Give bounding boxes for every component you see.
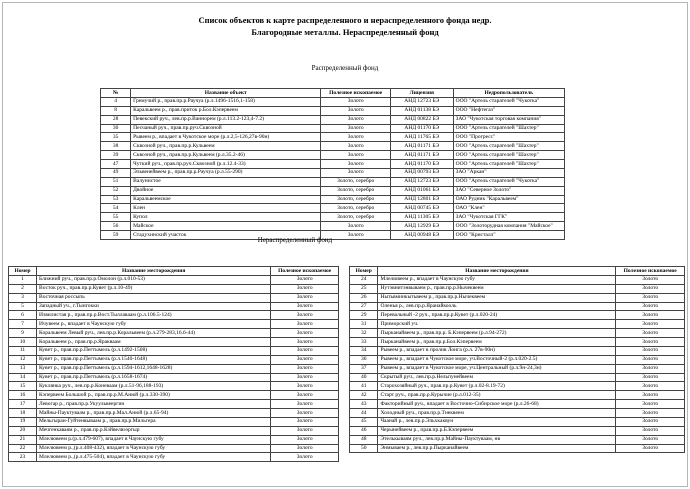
table-cell: Золото bbox=[616, 275, 685, 284]
table-row bbox=[350, 426, 685, 435]
table-cell: Нытьвминкытьвеем р., прав.пр.р.Нычеквеем bbox=[378, 293, 616, 302]
column-header: Номер bbox=[9, 267, 37, 276]
table-cell: Золото bbox=[271, 444, 339, 453]
table-cell: Холодный руч., прав.пр.р.Тнеквеем bbox=[378, 409, 616, 418]
table-row bbox=[101, 142, 565, 151]
table-cell: Пырканайвеем р., прав.пр.р.Бол.Кэпервеем bbox=[378, 338, 616, 347]
table-cell: АНД 12723 БЭ bbox=[390, 177, 453, 186]
table-cell: Восток руч., прав.пр.р.Кувет (р.л.10-49) bbox=[37, 284, 271, 293]
table-cell: Золото, серебро bbox=[321, 204, 391, 213]
table-cell: Золото, серебро bbox=[321, 195, 391, 204]
table-cell: Золото bbox=[271, 409, 339, 418]
table-cell: 29 bbox=[350, 311, 378, 320]
table-cell: Гремучий р., прав.пр.р.Раучуа (р.л.1496-1516,1-158) bbox=[131, 97, 321, 106]
table-cell: Золото bbox=[271, 426, 339, 435]
table-row bbox=[9, 320, 339, 329]
table-cell: АНД 01138 БЭ bbox=[390, 106, 453, 115]
table-cell: АНД 01171 БЭ bbox=[390, 151, 453, 160]
table-cell: 13 bbox=[9, 364, 37, 373]
table-cell: АНД 12929 БЭ bbox=[390, 222, 453, 231]
table-cell: Энмываем р., лев.пр.р.Пырканайвеем bbox=[378, 444, 616, 453]
table-cell: ЗАО "Чукотская ГГК" bbox=[453, 213, 564, 222]
table-cell: Золото bbox=[616, 373, 685, 382]
table-row bbox=[101, 160, 565, 169]
table-cell: 10 bbox=[9, 338, 37, 347]
table-cell: Золото bbox=[271, 346, 339, 355]
document-title-line1: Список объектов к карте распределенного и нераспределенного фонда недр. bbox=[198, 15, 492, 25]
table-cell: 7 bbox=[9, 320, 37, 329]
table-cell: Млелювеем р.,(р.л.475-504), впадает в Чаунскую губу bbox=[37, 453, 271, 462]
table-row bbox=[9, 400, 339, 409]
table-cell: 33 bbox=[350, 338, 378, 347]
table-cell: Каральвеем р., прав.приток р.Бол.Кэпервеем bbox=[131, 106, 321, 115]
table-cell: Золото bbox=[616, 400, 685, 409]
table-cell: Золото bbox=[321, 106, 391, 115]
table-cell: Золото bbox=[616, 329, 685, 338]
table-row bbox=[350, 444, 685, 453]
table-cell: 31 bbox=[350, 320, 378, 329]
table-cell: АНД 11765 БЭ bbox=[390, 133, 453, 142]
table-row bbox=[101, 213, 565, 222]
undistributed-fund-table-right bbox=[349, 266, 685, 453]
table-cell: ООО "Артель старателей "Шахтер" bbox=[453, 151, 564, 160]
table-cell: Золото bbox=[616, 435, 685, 444]
table-cell: 27 bbox=[350, 302, 378, 311]
table-row bbox=[101, 97, 565, 106]
table-cell: ООО "Прогресс" bbox=[453, 133, 564, 142]
table-cell: Перевальный -2 руч., прав.пр.р.Кувет (р.л.020-24) bbox=[378, 311, 616, 320]
table-cell: 25 bbox=[350, 284, 378, 293]
table-cell: 56 bbox=[101, 222, 131, 231]
table-cell: Золото bbox=[271, 373, 339, 382]
table-cell: Млелювеем р.(р.л.479-607), впадает в Чаунскую губу bbox=[37, 435, 271, 444]
table-row bbox=[350, 382, 685, 391]
table-cell: 32 bbox=[350, 329, 378, 338]
table-row bbox=[9, 444, 339, 453]
header-row bbox=[350, 267, 685, 276]
table-cell: ЗАО "Чукотская торговая компания" bbox=[453, 115, 564, 124]
table-row bbox=[350, 400, 685, 409]
table-cell: 8 bbox=[101, 106, 131, 115]
header-row bbox=[101, 89, 565, 98]
table-cell: 22 bbox=[9, 444, 37, 453]
table-cell: Майны-Пауктуваам р., прав.пр.р.Мал.Анюй (р.л.65-94) bbox=[37, 409, 271, 418]
column-header: Полезное ископаемое bbox=[271, 267, 339, 276]
table-cell: Золото bbox=[321, 97, 391, 106]
table-cell: Сквозной руч., прав.пр.р.Кульвеем (р.л.35.2-46) bbox=[131, 151, 321, 160]
table-cell: ООО "Артель старателей "Шахтер" bbox=[453, 160, 564, 169]
table-cell: 50 bbox=[350, 444, 378, 453]
table-cell: 52 bbox=[101, 186, 131, 195]
table-cell: Ближний руч., прав.пр.р.Омолон (р.л.010-53) bbox=[37, 275, 271, 284]
column-header: № bbox=[101, 89, 131, 98]
column-header: Недропользователь bbox=[453, 89, 564, 98]
table-cell: АНД 01170 БЭ bbox=[390, 124, 453, 133]
table-cell: Мельгыран-Гуйтенвываам р., прав.пр.р.Мильгера bbox=[37, 417, 271, 426]
table-cell: Золото bbox=[616, 391, 685, 400]
table-cell: 28 bbox=[101, 115, 131, 124]
table-cell: Купол bbox=[131, 213, 321, 222]
distributed-fund-section-title: Распределенный фонд bbox=[311, 64, 379, 72]
table-row bbox=[101, 222, 565, 231]
table-cell: 35 bbox=[101, 133, 131, 142]
table-cell: 48 bbox=[350, 435, 378, 444]
table-cell: 36 bbox=[350, 355, 378, 364]
table-cell: Куклянка руч., лев.пр.р.Коневаам (р.л.51-96,188-193) bbox=[37, 382, 271, 391]
table-cell: Сквозной руч., прав.пр.р.Кульвеем bbox=[131, 142, 321, 151]
table-row bbox=[350, 391, 685, 400]
table-cell: 2 bbox=[9, 284, 37, 293]
table-cell: 12 bbox=[9, 355, 37, 364]
table-cell: АНД 01170 БЭ bbox=[390, 160, 453, 169]
table-cell: Извилистая р., прав.пр.р.Вост.Тыллаваам (р.л.106.5-124) bbox=[37, 311, 271, 320]
table-cell: Золото bbox=[271, 284, 339, 293]
table-cell: 4 bbox=[101, 97, 131, 106]
table-cell: Старохозяйный руч., прав.пр.р.Кувет (р.л.02-8.19-72) bbox=[378, 382, 616, 391]
table-cell: ЗАО "Северное Золото" bbox=[453, 186, 564, 195]
table-cell: ООО "Артель старателей "Чукотка" bbox=[453, 97, 564, 106]
table-cell: Этелькываям руч., лев.пр.р.Майны-Пауктуваам, нв bbox=[378, 435, 616, 444]
table-cell: 1 bbox=[9, 275, 37, 284]
table-row bbox=[350, 435, 685, 444]
table-row bbox=[350, 329, 685, 338]
table-cell: 19 bbox=[9, 417, 37, 426]
table-cell: Коральвеем р., прав.пр.р.Яракваам bbox=[37, 338, 271, 347]
table-cell: Черынейвеем р., прав.пр.р.Б.Кэпервеем bbox=[378, 426, 616, 435]
table-cell: ООО "Золоторудная компания "Майское" bbox=[453, 222, 564, 231]
table-row bbox=[9, 275, 339, 284]
table-cell: Млелювеем р.,(р.л.408-432), впадает в Чаунскую губу bbox=[37, 444, 271, 453]
table-row bbox=[350, 373, 685, 382]
table-cell: Песчаный руч., прав.пр.руч.Сквозной bbox=[131, 124, 321, 133]
table-cell: Кувет р., прав.пр.р.Пегтымель (р.л.1492-1508) bbox=[37, 346, 271, 355]
table-row bbox=[101, 106, 565, 115]
table-cell: Золото bbox=[321, 133, 391, 142]
table-cell: Старт руч., прав.пр.р.Курычие (р.л.012-35) bbox=[378, 391, 616, 400]
table-cell: 5 bbox=[9, 302, 37, 311]
table-cell: 17 bbox=[9, 400, 37, 409]
table-cell: 26 bbox=[350, 293, 378, 302]
table-cell: 45 bbox=[350, 417, 378, 426]
table-cell: Золото, серебро bbox=[321, 186, 391, 195]
table-cell: 39 bbox=[101, 151, 131, 160]
table-cell: АНД 00948 БЭ bbox=[390, 231, 453, 240]
document-title-line2: Благородные металлы. Нераспределенный фонд bbox=[251, 27, 439, 38]
table-cell: 30 bbox=[101, 124, 131, 133]
table-cell: ООО "Нефтегаз" bbox=[453, 106, 564, 115]
table-cell: 14 bbox=[9, 373, 37, 382]
table-cell: Рывеем р., впадает в Чукотское море, уч.Восточный-2 (р.л.020-2.5) bbox=[378, 355, 616, 364]
table-cell: Золото bbox=[321, 222, 391, 231]
table-row bbox=[9, 311, 339, 320]
distributed-fund-table bbox=[100, 88, 565, 240]
table-cell: 42 bbox=[350, 391, 378, 400]
table-row bbox=[101, 186, 565, 195]
table-cell: ООО "Артель старателей "Шахтер" bbox=[453, 124, 564, 133]
table-cell: Каральвеемское bbox=[131, 195, 321, 204]
table-row bbox=[101, 168, 565, 177]
header-row bbox=[9, 267, 339, 276]
table-cell: Золото bbox=[321, 231, 391, 240]
table-cell: АНД 01171 БЭ bbox=[390, 142, 453, 151]
table-cell: 59 bbox=[101, 231, 131, 240]
table-cell: Приморский уч. bbox=[378, 320, 616, 329]
table-cell: Золото bbox=[616, 444, 685, 453]
table-cell: 16 bbox=[9, 391, 37, 400]
table-row bbox=[350, 293, 685, 302]
table-cell: Золото bbox=[321, 124, 391, 133]
table-row bbox=[9, 391, 339, 400]
column-header: Номер bbox=[350, 267, 378, 276]
table-cell: Рывеем р., впадает в Чукотское море, уч.Центральный (р.л.9н-24,3н) bbox=[378, 364, 616, 373]
table-cell: АНД 11305 БЭ bbox=[390, 213, 453, 222]
table-cell: Восточная россыпь bbox=[37, 293, 271, 302]
table-row bbox=[9, 284, 339, 293]
table-cell: 11 bbox=[9, 346, 37, 355]
table-cell: Млелювеем р., впадает в Чаунскую губу bbox=[378, 275, 616, 284]
table-cell: Золото bbox=[271, 391, 339, 400]
table-cell: АНД 00793 БЭ bbox=[390, 168, 453, 177]
table-cell: Золото bbox=[321, 168, 391, 177]
table-cell: Золото bbox=[616, 338, 685, 347]
table-row bbox=[9, 435, 339, 444]
table-row bbox=[350, 275, 685, 284]
table-cell: Золото bbox=[271, 329, 339, 338]
table-cell: Золото bbox=[616, 346, 685, 355]
table-cell: 38 bbox=[101, 142, 131, 151]
table-cell: Золото bbox=[271, 382, 339, 391]
table-cell: 9 bbox=[9, 329, 37, 338]
table-cell: Золото, серебро bbox=[321, 213, 391, 222]
table-cell: Эльвенейвеем р., прав.пр.р.Раучуа (р.л.55-290) bbox=[131, 168, 321, 177]
table-cell: Пырканайвеем р., прав.пр.р. Б.Кэпервеем (р.л.94-272) bbox=[378, 329, 616, 338]
table-row bbox=[9, 338, 339, 347]
table-cell: Золото bbox=[616, 409, 685, 418]
table-cell: Золото bbox=[616, 293, 685, 302]
table-cell: Западный уч., г.Тынгокки bbox=[37, 302, 271, 311]
table-cell: 40 bbox=[350, 373, 378, 382]
table-cell: Кэпервеем Большой р., прав.пр.р.М.Анюй (р.л.330-390) bbox=[37, 391, 271, 400]
table-cell: АНД 00745 БЭ bbox=[390, 204, 453, 213]
table-cell: 53 bbox=[101, 195, 131, 204]
table-cell: 34 bbox=[350, 346, 378, 355]
column-header: Полезное ископаемое bbox=[321, 89, 391, 98]
table-cell: 54 bbox=[101, 204, 131, 213]
table-cell: Золото bbox=[616, 284, 685, 293]
table-cell: ООО "Кристалл" bbox=[453, 231, 564, 240]
table-row bbox=[101, 115, 565, 124]
table-cell: Золото bbox=[616, 302, 685, 311]
table-cell: 3 bbox=[9, 293, 37, 302]
table-cell: Майское bbox=[131, 222, 321, 231]
table-row bbox=[101, 151, 565, 160]
table-cell: ЗАО "Аркан" bbox=[453, 168, 564, 177]
table-cell: 49 bbox=[101, 168, 131, 177]
table-cell: Чаанай р., лев.пр.р.Эльхкаквун bbox=[378, 417, 616, 426]
table-cell: Стадухинский участок bbox=[131, 231, 321, 240]
table-cell: Золото bbox=[321, 142, 391, 151]
table-cell: Золото, серебро bbox=[321, 177, 391, 186]
table-cell: Рывеем р., впадает в Чукотское море (р.л.2,5-126,27в-90н) bbox=[131, 133, 321, 142]
table-cell: Золото bbox=[321, 115, 391, 124]
table-cell: Золото bbox=[271, 302, 339, 311]
table-cell: 43 bbox=[350, 400, 378, 409]
table-cell: Клен bbox=[131, 204, 321, 213]
table-cell: Золото bbox=[271, 453, 339, 462]
table-cell: Двойное bbox=[131, 186, 321, 195]
table-cell: Кувет р., прав.пр.р.Пегтымель (р.л.1594-1612,1648-1628) bbox=[37, 364, 271, 373]
table-cell: Факторийный руч., впадает в Восточно-Сибирское море (р.л.26-68) bbox=[378, 400, 616, 409]
table-row bbox=[9, 329, 339, 338]
table-row bbox=[9, 426, 339, 435]
table-cell: 51 bbox=[101, 177, 131, 186]
table-row bbox=[9, 302, 339, 311]
table-cell: Золото bbox=[321, 160, 391, 169]
table-row bbox=[350, 409, 685, 418]
table-cell: 20 bbox=[9, 426, 37, 435]
table-cell: Рывеем р., впадает в пролив Лонга (р.л. 27в-90н) bbox=[378, 346, 616, 355]
column-header: Название объект bbox=[131, 89, 321, 98]
table-row bbox=[9, 346, 339, 355]
table-cell: 24 bbox=[350, 275, 378, 284]
table-row bbox=[101, 133, 565, 142]
undistributed-fund-section-title: Нераспределенный фонд bbox=[257, 236, 333, 244]
table-cell: ООО "Артель старателей "Чукотка" bbox=[453, 177, 564, 186]
table-cell: Золото bbox=[616, 355, 685, 364]
table-row bbox=[350, 302, 685, 311]
table-row bbox=[350, 417, 685, 426]
table-cell: Золото bbox=[271, 338, 339, 347]
table-row bbox=[350, 364, 685, 373]
table-row bbox=[101, 177, 565, 186]
table-cell: АНД 01061 БЭ bbox=[390, 186, 453, 195]
table-cell: Золото bbox=[271, 435, 339, 444]
table-row bbox=[9, 364, 339, 373]
table-row bbox=[350, 284, 685, 293]
table-cell: 37 bbox=[350, 364, 378, 373]
table-cell: Оленья р., лев.пр.р.Яранайкооль bbox=[378, 302, 616, 311]
table-cell: Левогар р., прав.пр.р.Укуульвеергин bbox=[37, 400, 271, 409]
column-header: Название месторождения bbox=[37, 267, 271, 276]
table-cell: Золото bbox=[616, 417, 685, 426]
table-row bbox=[9, 382, 339, 391]
table-cell: Коральвеем Левый руч., лев.пр.р.Коральвеем (р.л.279-283,16.6-44) bbox=[37, 329, 271, 338]
table-cell: Мечгенкаваям р., прав.пр.р.Кэйвелвээргыр bbox=[37, 426, 271, 435]
table-cell: Золото bbox=[271, 275, 339, 284]
table-cell: Золото bbox=[271, 320, 339, 329]
table-cell: Нутэвнитэнвываем р., прав.пр.р.Нычеквеем bbox=[378, 284, 616, 293]
table-cell: Золото bbox=[271, 364, 339, 373]
table-cell: 18 bbox=[9, 409, 37, 418]
table-row bbox=[9, 409, 339, 418]
table-cell: ОАО Рудник "Каральвеем" bbox=[453, 195, 564, 204]
table-cell: ООО "Артель старателей "Шахтер" bbox=[453, 142, 564, 151]
table-cell: 41 bbox=[350, 382, 378, 391]
table-cell: Золото bbox=[321, 151, 391, 160]
table-cell: 6 bbox=[9, 311, 37, 320]
table-cell: 44 bbox=[350, 409, 378, 418]
table-row bbox=[9, 293, 339, 302]
table-cell: Золото bbox=[271, 400, 339, 409]
table-row bbox=[350, 311, 685, 320]
table-row bbox=[9, 373, 339, 382]
table-cell: 15 bbox=[9, 382, 37, 391]
column-header: Лицензия bbox=[390, 89, 453, 98]
table-cell: АНД 12801 БЭ bbox=[390, 195, 453, 204]
document-title bbox=[0, 14, 690, 39]
table-cell: Скрытый руч., лев.пр.р.Нельпунейвеем bbox=[378, 373, 616, 382]
table-row bbox=[350, 346, 685, 355]
table-row bbox=[101, 195, 565, 204]
table-row bbox=[101, 124, 565, 133]
undistributed-fund-table-left bbox=[8, 266, 339, 462]
table-cell: Кувет р., прав.пр.р.Пегтымель (р.л.1658-1674) bbox=[37, 373, 271, 382]
table-cell: Чуткий руч., прав.пр.руч.Сквозной (р.л.12.4-33) bbox=[131, 160, 321, 169]
table-cell: 46 bbox=[350, 426, 378, 435]
table-cell: 23 bbox=[9, 453, 37, 462]
table-cell: Золото bbox=[271, 311, 339, 320]
table-cell: 21 bbox=[9, 435, 37, 444]
table-cell: Золото bbox=[616, 364, 685, 373]
table-cell: Золото bbox=[271, 355, 339, 364]
table-row bbox=[9, 417, 339, 426]
table-cell: Золото bbox=[616, 320, 685, 329]
table-cell: ОАО "Клен" bbox=[453, 204, 564, 213]
table-row bbox=[350, 338, 685, 347]
table-row bbox=[350, 355, 685, 364]
table-cell: Золото bbox=[616, 426, 685, 435]
table-cell: АНД 00822 БЭ bbox=[390, 115, 453, 124]
column-header: Полезное ископаемое bbox=[616, 267, 685, 276]
table-cell: Валунистое bbox=[131, 177, 321, 186]
table-cell: Золото bbox=[271, 293, 339, 302]
table-cell: Певекский руч., лев.пр.р.Ваннорем (р.л.113.2-123,4-7.2) bbox=[131, 115, 321, 124]
table-row bbox=[101, 204, 565, 213]
table-cell: Золото bbox=[271, 417, 339, 426]
table-cell: Золото bbox=[616, 382, 685, 391]
table-cell: 47 bbox=[101, 160, 131, 169]
table-cell: Золото bbox=[616, 311, 685, 320]
table-cell: АНД 12723 БЭ bbox=[390, 97, 453, 106]
column-header: Название месторождения bbox=[378, 267, 616, 276]
table-row bbox=[9, 453, 339, 462]
table-row bbox=[9, 355, 339, 364]
table-cell: Ичувеем р., впадает в Чаунскую губу bbox=[37, 320, 271, 329]
table-cell: Кувет р., прав.пр.р.Пегтымель (р.л.1540-1648) bbox=[37, 355, 271, 364]
table-cell: 55 bbox=[101, 213, 131, 222]
table-row bbox=[350, 320, 685, 329]
